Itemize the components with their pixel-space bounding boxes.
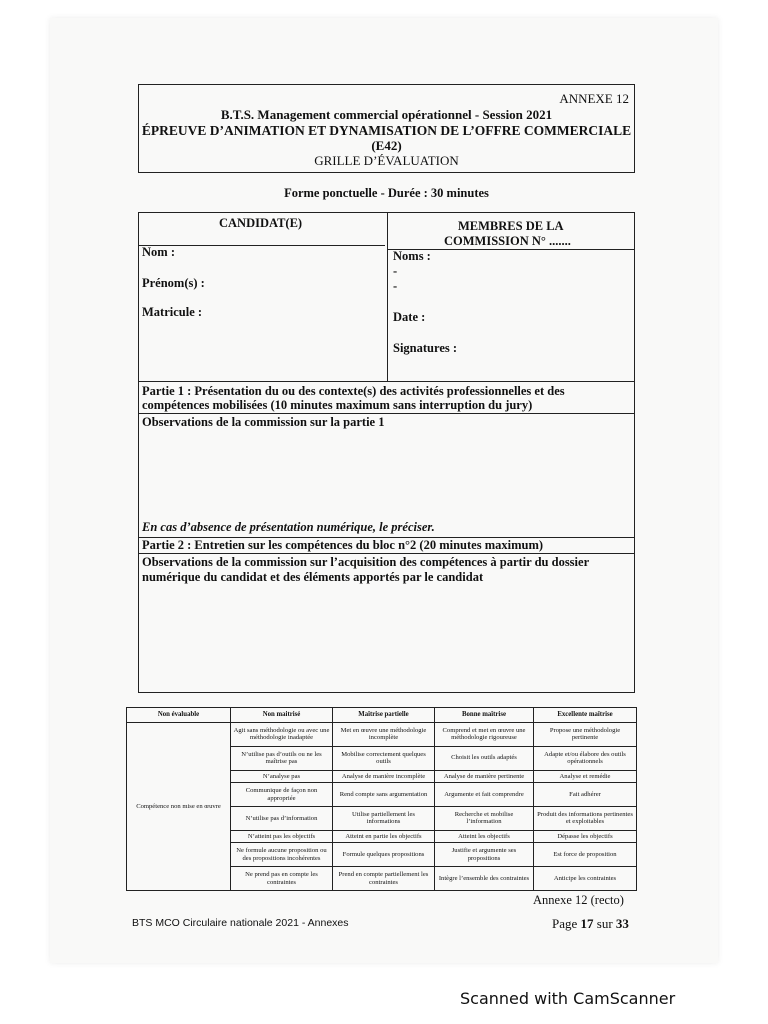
membres-title-1: MEMBRES DE LA: [458, 219, 564, 233]
page-current: 17: [580, 916, 594, 931]
grid-cell: Analyse et remédie: [534, 770, 637, 783]
grid-cell: Prend en compte partiellement les contraintes: [333, 867, 435, 891]
signatures-label: Signatures :: [393, 341, 458, 355]
evaluation-grid: [126, 707, 637, 891]
grid-header: Bonne maîtrise: [435, 708, 534, 723]
page-prefix: Page: [552, 916, 581, 931]
annexe-label: ANNEXE 12: [559, 91, 629, 106]
date-label: Date :: [393, 310, 426, 324]
partie1-note: En cas d’absence de présentation numérique, le préciser.: [142, 520, 435, 534]
grid-cell: Analyse de manière incomplète: [333, 770, 435, 783]
header-line-4: GRILLE D’ÉVALUATION: [314, 153, 459, 168]
page-total: 33: [615, 916, 629, 931]
grid-cell: Justifie et argumente ses propositions: [435, 843, 534, 867]
membres-title-2: COMMISSION N° .......: [444, 234, 571, 248]
grid-cell: Intègre l’ensemble des contraintes: [435, 867, 534, 891]
grid-cell: N’utilise pas d’outils ou ne les maîtrise pas: [231, 746, 333, 770]
page-number: [552, 916, 629, 932]
grid-cell: Met en œuvre une méthodologie incomplète: [333, 723, 435, 747]
grid-cell: Ne formule aucune proposition ou des propositions incohérentes: [231, 843, 333, 867]
grid-cell: Est force de proposition: [534, 843, 637, 867]
grid-header: Non évaluable: [127, 708, 231, 723]
grid-header: Non maitrisé: [231, 708, 333, 723]
evaluation-box: [138, 212, 635, 693]
table-row: [127, 723, 637, 747]
grid-cell: Choisit les outils adaptés: [435, 746, 534, 770]
matricule-label: Matricule :: [142, 305, 203, 319]
grid-cell: Agit sans méthodologie ou avec une méthodologie inadaptée: [231, 723, 333, 747]
prenom-label: Prénom(s) :: [142, 276, 205, 290]
grid-cell: N’utilise pas d’information: [231, 806, 333, 830]
membre-dash-1: -: [393, 264, 398, 278]
grid-cell: N’atteint pas les objectifs: [231, 830, 333, 843]
grid-cell: Formule quelques propositions: [333, 843, 435, 867]
partie1-observations: Observations de la commission sur la partie 1: [142, 415, 385, 429]
grid-cell: Mobilise correctement quelques outils: [333, 746, 435, 770]
forme-ponctuelle: Forme ponctuelle - Durée : 30 minutes: [284, 186, 489, 200]
header-line-2: ÉPREUVE D’ANIMATION ET DYNAMISATION DE L’OFFRE COMMERCIALE: [141, 123, 632, 138]
grid-header: Excellente maîtrise: [534, 708, 637, 723]
grid-header-row: [127, 708, 637, 723]
column-divider: [387, 213, 388, 381]
grid-cell: Propose une méthodologie pertinente: [534, 723, 637, 747]
footer-circulaire: BTS MCO Circulaire nationale 2021 - Annexes: [132, 917, 349, 929]
grid-cell: Utilise partiellement les informations: [333, 806, 435, 830]
header-line-3: (E42): [371, 138, 402, 153]
camscanner-watermark: Scanned with CamScanner: [460, 989, 676, 1008]
grid-cell: Analyse de manière pertinente: [435, 770, 534, 783]
partie1-top-rule: [139, 381, 634, 382]
membre-dash-2: -: [393, 279, 398, 293]
grid-cell: Atteint en partie les objectifs: [333, 830, 435, 843]
page-mid: sur: [593, 916, 616, 931]
grid-cell: N’analyse pas: [231, 770, 333, 783]
grid-cell: Argumente et fait comprendre: [435, 783, 534, 807]
grid-cell: Dépasse les objectifs: [534, 830, 637, 843]
annexe-recto: Annexe 12 (recto): [533, 893, 624, 907]
grid-cell: Fait adhérer: [534, 783, 637, 807]
grid-cell: Adapte et/ou élabore des outils opérationnels: [534, 746, 637, 770]
grid-cell: Ne prend pas en compte les contraintes: [231, 867, 333, 891]
partie2-observations-1: Observations de la commission sur l’acquisition des compétences à partir du dossier: [142, 555, 590, 569]
nom-label: Nom :: [142, 245, 175, 259]
grid-cell: Recherche et mobilise l’information: [435, 806, 534, 830]
grid-cell: Communique de façon non appropriée: [231, 783, 333, 807]
grid-cell: Produit des informations pertinentes et exploitables: [534, 806, 637, 830]
partie1-title-1: Partie 1 : Présentation du ou des contexte(s) des activités professionnelles et des: [142, 384, 565, 398]
grid-header: Maîtrise partielle: [333, 708, 435, 723]
header-line-1: B.T.S. Management commercial opérationnel - Session 2021: [220, 107, 553, 122]
grid-cell: Rend compte sans argumentation: [333, 783, 435, 807]
partie1-title-2: compétences mobilisées (10 minutes maximum sans interruption du jury): [142, 398, 533, 412]
candidat-title-rule: [139, 245, 385, 246]
header-box: [138, 84, 635, 173]
grid-first-column: Compétence non mise en œuvre: [127, 723, 231, 891]
grid-cell: Comprend et met en œuvre une méthodologie rigoureuse: [435, 723, 534, 747]
partie2-title: Partie 2 : Entretien sur les compétences du bloc n°2 (20 minutes maximum): [142, 538, 544, 552]
grid-cell: Anticipe les contraintes: [534, 867, 637, 891]
grid-cell: Atteint les objectifs: [435, 830, 534, 843]
candidat-title: CANDIDAT(E): [219, 216, 303, 230]
noms-label: Noms :: [393, 249, 431, 263]
partie2-observations-2: numérique du candidat et des éléments apportés par le candidat: [142, 570, 484, 584]
